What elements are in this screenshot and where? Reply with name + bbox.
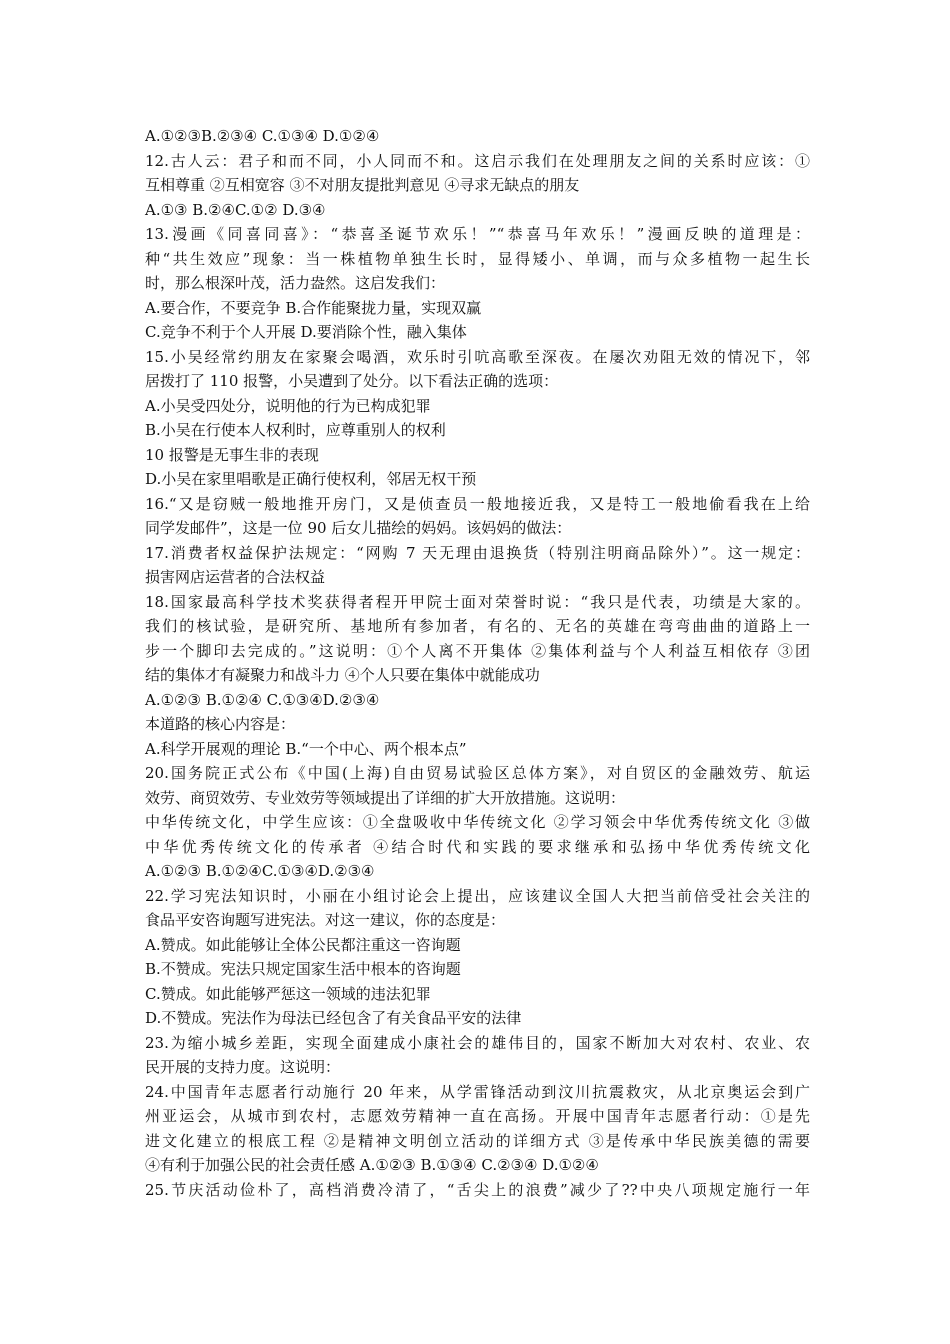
text-line: 23.为缩小城乡差距，实现全面建成小康社会的雄伟目的，国家不断加大对农村、农业、农: [145, 1033, 810, 1052]
text-line: 进文化建立的根底工程 ②是精神文明创立活动的详细方式 ③是传承中华民族美德的需要: [145, 1131, 810, 1150]
text-line: ④有利于加强公民的社会责任感 A.①②③ B.①③④ C.②③④ D.①②④: [145, 1156, 599, 1174]
text-line: 17.消费者权益保护法规定：“网购 7 天无理由退换货（特别注明商品除外）”。这一规定：: [145, 543, 810, 562]
text-line: C.赞成。如此能够严惩这一领域的违法犯罪: [145, 984, 431, 1003]
text-line: 15.小吴经常约朋友在家聚会喝酒，欢乐时引吭高歌至深夜。在屡次劝阻无效的情况下，邻: [145, 347, 810, 366]
text-line: 互相尊重 ②互相宽容 ③不对朋友提批判意见 ④寻求无缺点的朋友: [145, 176, 580, 194]
text-line: 种“共生效应”现象：当一株植物单独生长时，显得矮小、单调，而与众多植物一起生长: [145, 249, 810, 268]
text-line: 州亚运会，从城市到农村，志愿效劳精神一直在高扬。开展中国青年志愿者行动：①是先: [145, 1107, 810, 1125]
text-line: A.①②③B.②③④ C.①③④ D.①②④: [145, 127, 380, 145]
text-line: 中华传统文化，中学生应该：①全盘吸收中华传统文化 ②学习领会中华优秀传统文化 ③做: [145, 813, 810, 831]
text-line: 效劳、商贸效劳、专业效劳等领域提出了详细的扩大开放措施。这说明：: [145, 788, 626, 807]
text-line: 民开展的支持力度。这说明：: [145, 1058, 341, 1076]
text-line: 18.国家最高科学技术奖获得者程开甲院士面对荣誉时说：“我只是代表，功绩是大家的。: [145, 592, 810, 611]
text-line: 损害网店运营者的合法权益: [145, 568, 326, 586]
text-line: C.竞争不利于个人开展 D.要消除个性，融入集体: [145, 323, 467, 341]
text-line: 10 报警是无事生非的表现: [145, 445, 319, 464]
text-line: 中华优秀传统文化的传承者 ④结合时代和实践的要求继承和弘扬中华优秀传统文化: [145, 837, 810, 856]
text-line: 25.节庆活动俭朴了，高档消费冷清了，“舌尖上的浪费”减少了??中央八项规定施行一年: [145, 1180, 810, 1199]
text-line: 12.古人云：君子和而不同，小人同而不和。这启示我们在处理朋友之间的关系时应该：①: [145, 151, 810, 170]
text-line: D.小吴在家里唱歌是正确行使权利，邻居无权干预: [145, 470, 477, 488]
text-line: 22.学习宪法知识时，小丽在小组讨论会上提出，应该建议全国人大把当前倍受社会关注的: [145, 886, 810, 905]
text-line: 居拨打了 110 报警，小吴遭到了处分。以下看法正确的选项：: [145, 372, 559, 390]
text-line: 步一个脚印去完成的。”这说明：①个人离不开集体 ②集体利益与个人利益互相依存 ③团: [145, 641, 810, 660]
text-line: A.①②③ B.①②④C.①③④D.②③④: [145, 862, 375, 880]
text-line: 16.“又是窃贼一般地推开房门，又是侦查员一般地接近我，又是特工一般地偷看我在上给: [145, 494, 810, 513]
text-line: A.科学开展观的理论 B.“一个中心、两个根本点”: [145, 739, 467, 758]
text-line: A.小吴受四处分，说明他的行为已构成犯罪: [145, 396, 431, 415]
text-line: A.①②③ B.①②④ C.①③④D.②③④: [145, 690, 380, 709]
text-line: 我们的核试验，是研究所、基地所有参加者，有名的、无名的英雄在弯弯曲曲的道路上一: [145, 617, 810, 635]
text-line: 本道路的核心内容是：: [145, 715, 296, 733]
text-line: A.赞成。如此能够让全体公民都注重这一咨询题: [145, 935, 461, 954]
text-line: D.不赞成。宪法作为母法已经包含了有关食品平安的法律: [145, 1009, 522, 1027]
text-line: B.不赞成。宪法只规定国家生活中根本的咨询题: [145, 960, 461, 978]
text-line: A.①③ B.②④C.①② D.③④: [145, 200, 326, 219]
text-line: 结的集体才有凝聚力和战斗力 ④个人只要在集体中就能成功: [145, 666, 540, 684]
text-line: A.要合作，不要竞争 B.合作能聚拢力量，实现双赢: [145, 298, 482, 317]
text-line: 24.中国青年志愿者行动施行 20 年来，从学雷锋活动到汶川抗震救灾，从北京奥运会到广: [145, 1082, 810, 1101]
text-line: 13.漫画《同喜同喜》：“恭喜圣诞节欢乐！”“恭喜马年欢乐！”漫画反映的道理是：: [145, 225, 810, 243]
text-line: 20.国务院正式公布《中国(上海)自由贸易试验区总体方案》，对自贸区的金融效劳、航运: [145, 764, 810, 782]
document-page: [145, 124, 810, 1202]
text-line: 同学发邮件”，这是一位 90 后女儿描绘的妈妈。该妈妈的做法：: [145, 519, 572, 537]
text-line: B.小吴在行使本人权利时，应尊重别人的权利: [145, 421, 446, 439]
text-line: 时，那么根深叶茂，活力盎然。这启发我们：: [145, 274, 446, 292]
text-line: 食品平安咨询题写进宪法。对这一建议，你的态度是：: [145, 911, 506, 929]
